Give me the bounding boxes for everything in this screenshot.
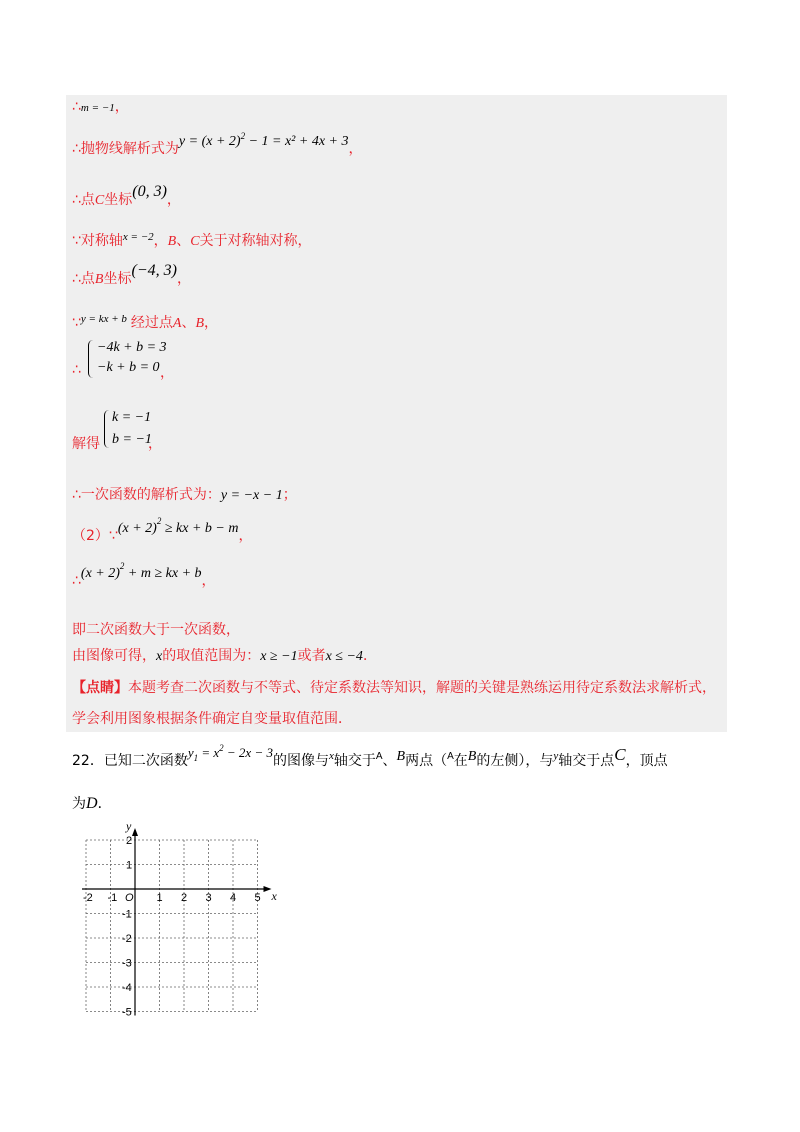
punct: ， [166,192,181,208]
math-expr: y = (x + 2) [178,134,241,149]
point-label: A [172,316,182,331]
math-sup: 2 [156,516,162,526]
punct: ， [153,233,168,249]
brace [104,410,111,448]
punct: 、 [382,753,397,769]
coordinate-grid [78,819,278,1027]
solution-line-1 [72,96,129,116]
y-tick-label: 1 [126,859,133,872]
punct [148,433,162,453]
solution-line-12 [72,619,240,639]
line-text: ∴点 [72,192,95,208]
math-expr: (x + 2) [80,566,120,581]
punct: ． [97,796,112,812]
math-sup: 2 [219,743,224,753]
solution-line-11 [72,561,216,590]
line-text: 经过点 [130,315,173,331]
point-label: B [195,316,205,331]
x-axis-arrow [264,886,272,892]
because-symbol: ∵ [72,315,81,331]
equation-row: −4k + b = 3 [97,340,167,355]
y-axis-label: y [126,819,132,833]
question-number: 22． [72,753,104,769]
comment-text: 本题考查二次函数与不等式、待定系数法等知识，解题的关键是熟练运用待定系数法求解析式， [128,680,716,696]
x-tick-label: -2 [83,892,93,904]
punct: 、 [176,233,191,249]
math-var: x [328,750,334,762]
comment-line-1 [72,677,716,697]
point-label: A [375,751,383,762]
y-axis-arrow [132,828,138,836]
math-expr: m = −1 [80,102,115,114]
coordinate-grid-svg [78,819,278,1023]
solution-line-4 [72,230,312,250]
math-expr: + m ≥ kx + b [124,566,202,581]
line-text: ∴一次函数的解析式为： [72,487,221,503]
solution-line-9 [72,484,297,504]
math-expr: ≥ kx + b − m [161,521,239,536]
equation-row: b = −1 [112,432,152,447]
punct-text: ， [160,365,174,381]
equation-row: k = −1 [112,410,152,425]
math-expr: (x + 2) [117,521,157,536]
line-text: ∴点 [72,271,95,287]
x-tick-label: 5 [254,892,261,904]
equation-row: −k + b = 0 [97,360,160,375]
question-text: ，顶点 [625,753,668,769]
solution-line-6 [72,312,218,332]
x-tick-label: 4 [230,892,237,904]
math-expr: y = kx + b [80,313,127,325]
question-text: 为 [72,796,86,812]
math-expr: (0, 3) [132,183,167,200]
math-expr: x = −2 [122,231,154,243]
question-text: 轴交于 [333,753,376,769]
punct: ； [282,487,297,503]
x-tick-label: 3 [205,892,212,904]
math-var: y [553,750,559,762]
line-text: 坐标 [104,192,133,208]
line-text: （2）∵ [72,528,118,544]
math-var: y [187,745,194,760]
point-label: B [396,749,406,764]
line-text: ∴抛物线解析式为 [72,141,179,157]
punct: ， [348,141,363,157]
question-22-line-2 [72,793,112,813]
punct-text: ， [148,436,162,452]
point-label: C [614,745,626,764]
point-label: C [94,193,105,208]
line-text: 坐标 [103,271,132,287]
line-text: 由图像可得， [72,648,156,664]
x-tick-label: -1 [107,892,118,904]
brace [88,340,95,378]
x-tick-label: 1 [156,892,163,904]
line-text: 关于对称轴对称， [199,233,312,249]
math-sup: 2 [119,561,125,571]
line-text: 或者 [297,648,326,664]
math-sub: 1 [193,753,199,763]
punct: ， [204,315,219,331]
math-expr: y = −x − 1 [220,488,283,503]
question-text: 的图像与 [272,753,329,769]
question-text: 的左侧），与 [476,753,554,769]
solution-line-3 [72,183,181,209]
solution-line-2 [72,131,363,158]
y-tick-label: 2 [126,835,133,847]
question-22-line-1 [72,743,668,770]
y-tick-label: -4 [122,982,132,994]
point-label: B [94,272,104,287]
line-text: ∵对称轴 [72,233,123,249]
punct [160,362,174,382]
punct: ， [201,573,216,589]
question-text: 在 [453,753,468,769]
line-text: 解得 [72,436,100,452]
punct: ， [176,271,191,287]
origin-label: O [125,892,134,904]
punct: ． [362,648,377,664]
point-label: D [86,795,98,812]
punct: 、 [181,315,196,331]
x-tick-label: 2 [181,892,188,904]
question-text: 两点（ [405,753,448,769]
solution-line-13 [72,645,377,665]
solution-system-2-prefix [72,433,100,453]
point-label: A [447,751,454,762]
y-tick-label: -5 [122,1006,132,1019]
point-label: B [167,234,177,249]
therefore-symbol: ∴ [72,573,81,589]
math-expr: (−4, 3) [131,262,177,279]
comment-tag: 【点睛】 [72,680,128,696]
punct: ， [114,99,129,115]
math-expr: x ≤ −4 [325,649,363,664]
question-text: 轴交于点 [558,753,615,769]
solution-line-10 [72,516,253,545]
therefore-symbol: ∴ [72,362,81,378]
question-text: 已知二次函数 [103,753,188,769]
point-label: B [467,749,477,764]
math-sup: 2 [240,131,246,141]
therefore-symbol: ∴ [72,99,81,115]
math-expr: − 1 = x² + 4x + 3 [245,134,349,149]
point-label: C [190,234,200,249]
math-expr: = x [198,745,220,760]
solution-system-1-prefix [72,362,81,378]
comment-text: 学会利用图象根据条件确定自变量取值范围． [72,711,352,727]
y-tick-label: -3 [122,957,132,970]
solution-line-5 [72,262,191,288]
comment-line-2 [72,708,352,728]
equation-system-1 [88,340,198,380]
y-tick-label: -1 [122,908,132,921]
line-text: 即二次函数大于一次函数， [72,622,240,638]
punct: ， [238,528,253,544]
x-axis-label: x [271,889,277,903]
y-tick-label: -2 [122,933,132,945]
math-var: x [156,649,163,664]
math-expr: − 2x − 3 [223,745,273,760]
math-expr: x ≥ −1 [260,649,298,664]
line-text: 的取值范围为： [162,648,261,664]
